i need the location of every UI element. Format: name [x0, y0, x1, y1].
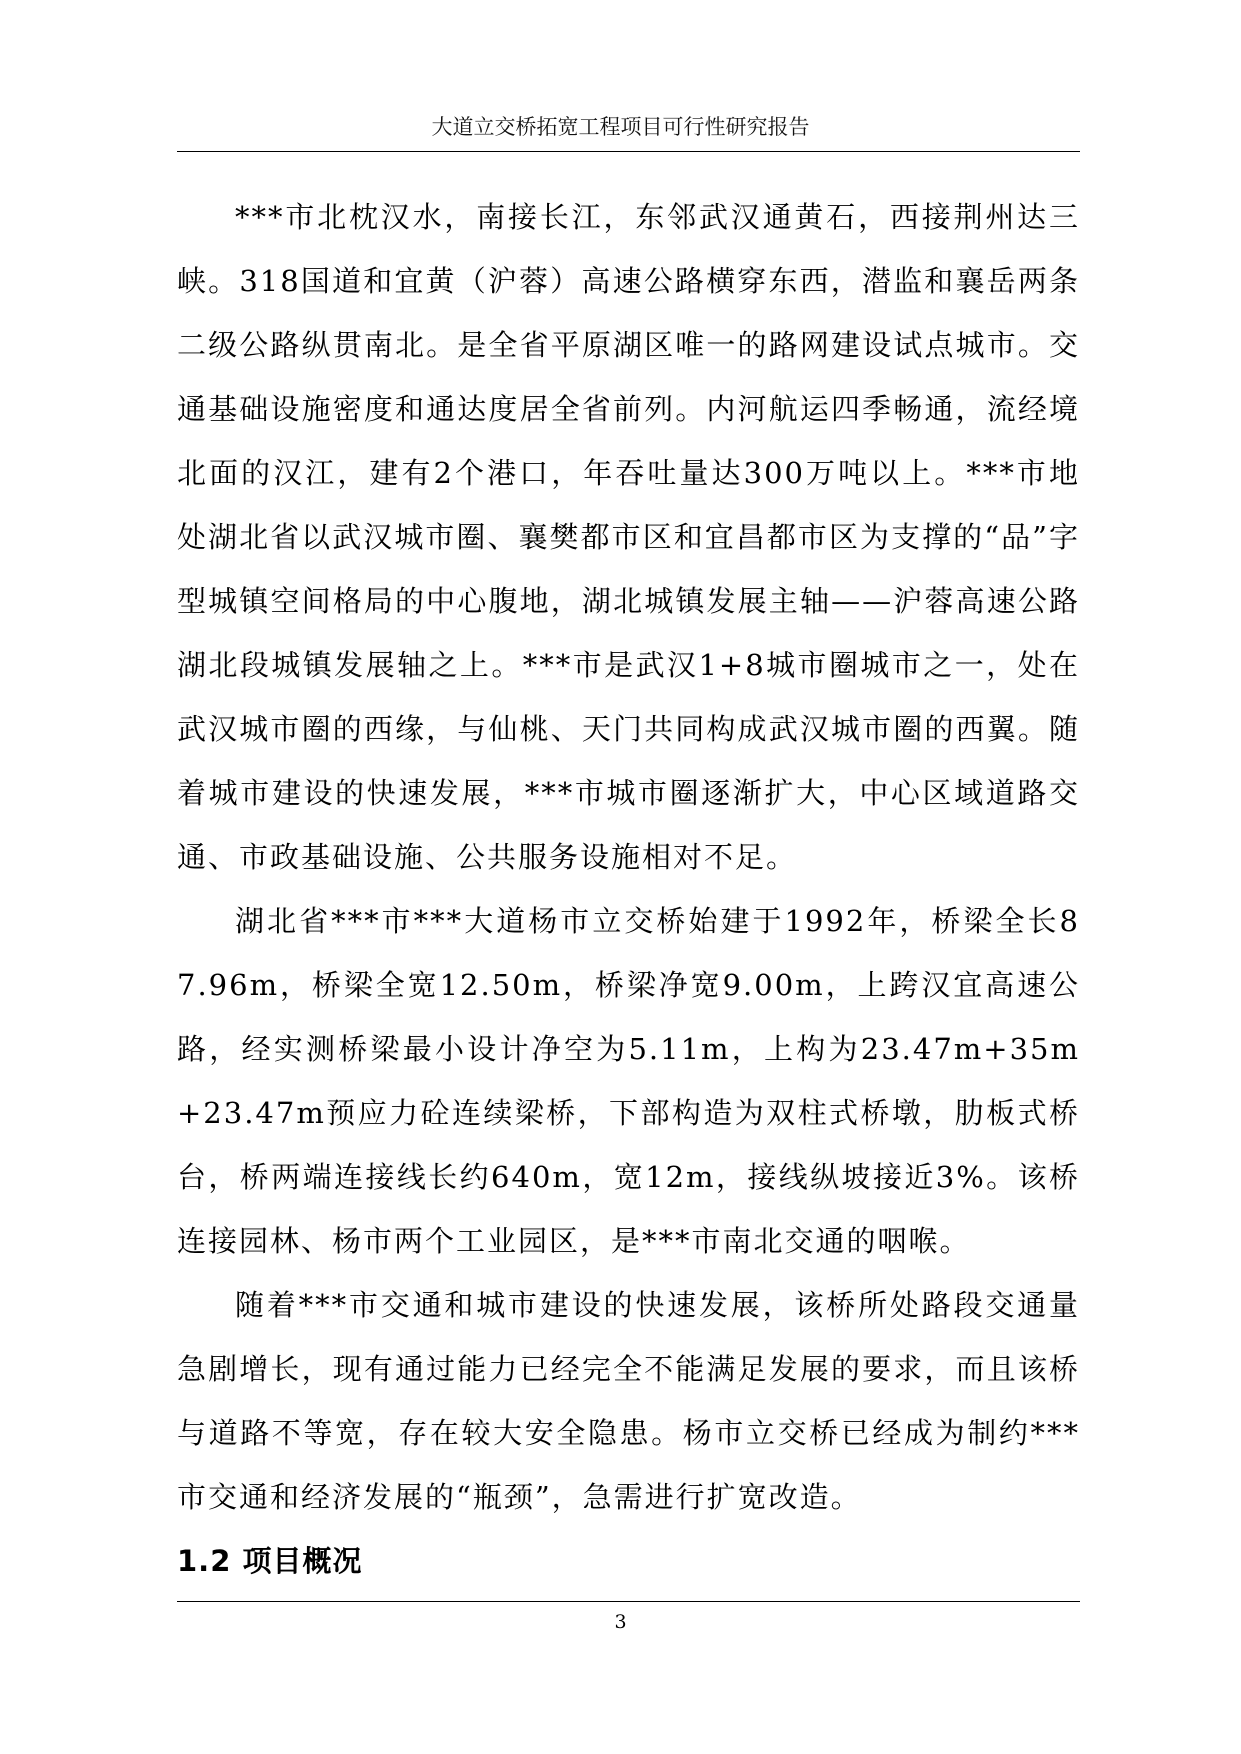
footer-rule [177, 1601, 1080, 1602]
paragraph-city-overview: ***市北枕汉水，南接长江，东邻武汉通黄石，西接荆州达三峡。318国道和宜黄（沪蓉）高速公路横穿东西，潜监和襄岳两条二级公路纵贯南北。是全省平原湖区唯一的路网建设试点城市。交通基础设施密度和通达度居全省前列。内河航运四季畅通，流经境北面的汉江，建有2个港口，年吞吐量达300万吨以上。***市地处湖北省以武汉城市圈、襄樊都市区和宜昌都市区为支撑的“品”字型城镇空间格局的中心腹地，湖北城镇发展主轴——沪蓉高速公路湖北段城镇发展轴之上。***市是武汉1+8城市圈城市之一，处在武汉城市圈的西缘，与仙桃、天门共同构成武汉城市圈的西翼。随着城市建设的快速发展，***市城市圈逐渐扩大，中心区域道路交通、市政基础设施、公共服务设施相对不足。 [177, 200, 1080, 874]
document-body [177, 185, 1080, 1593]
header-rule [177, 151, 1080, 152]
paragraph-bridge-problem: 随着***市交通和城市建设的快速发展，该桥所处路段交通量急剧增长，现有通过能力已经完全不能满足发展的要求，而且该桥与道路不等宽，存在较大安全隐患。杨市立交桥已经成为制约***市交通和经济发展的“瓶颈”，急需进行扩宽改造。 [177, 1288, 1080, 1514]
page-number: 3 [614, 1611, 627, 1633]
page-header-title: 大道立交桥拓宽工程项目可行性研究报告 [431, 115, 810, 139]
section-heading: 1.2 项目概况 [177, 1544, 363, 1578]
paragraph-bridge-description: 湖北省***市***大道杨市立交桥始建于1992年，桥梁全长87.96m，桥梁全宽12.50m，桥梁净宽9.00m，上跨汉宜高速公路，经实测桥梁最小设计净空为5.11m，上构为23.47m+35m+23.47m预应力砼连续梁桥，下部构造为双柱式桥墩，肋板式桥台，桥两端连接线长约640m，宽12m，接线纵坡接近3%。该桥连接园林、杨市两个工业园区，是***市南北交通的咽喉。 [177, 904, 1080, 1258]
